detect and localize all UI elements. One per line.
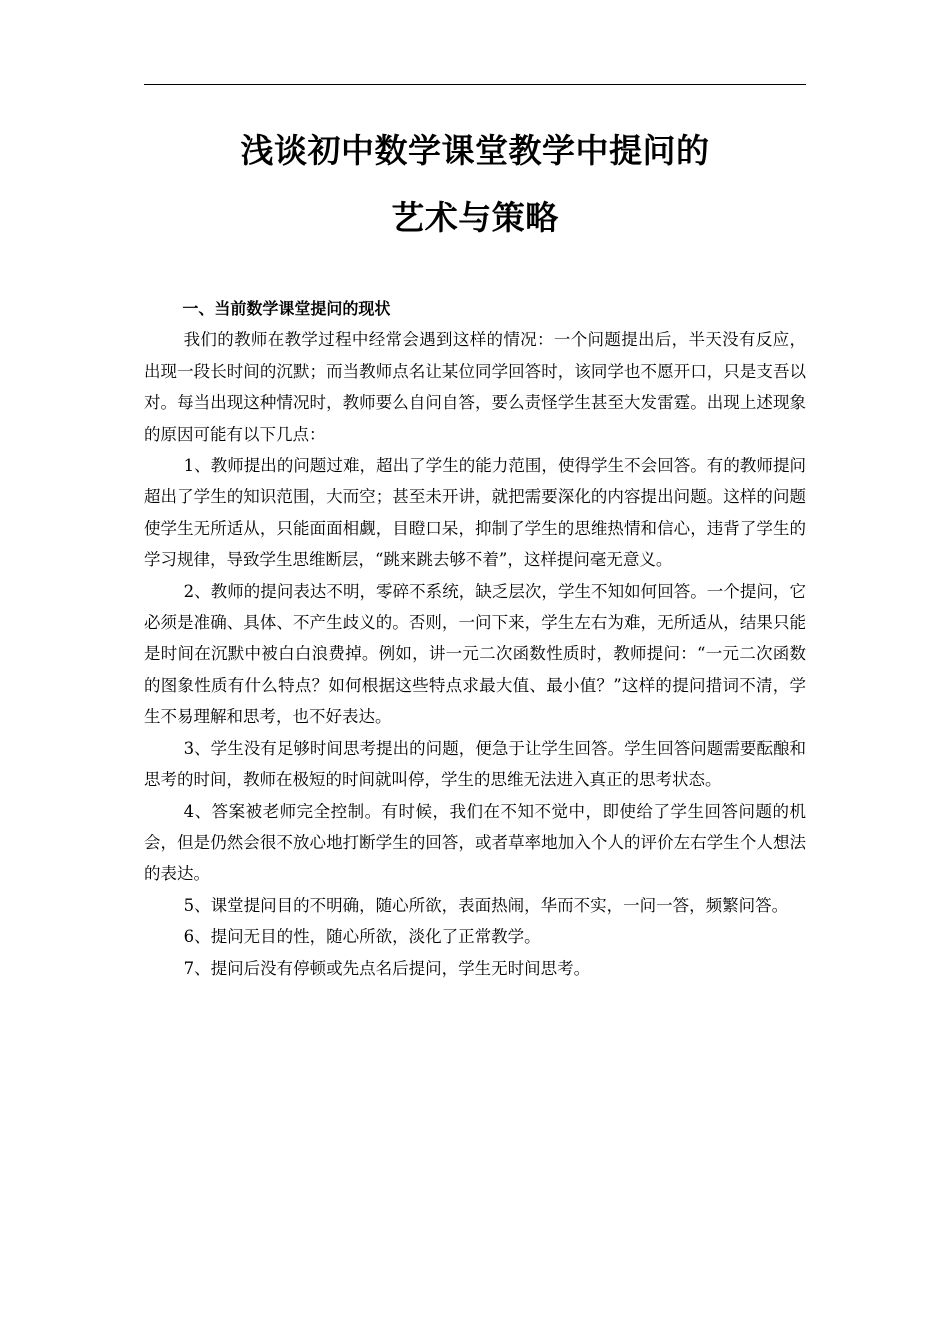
title-line-1: 浅谈初中数学课堂教学中提问的 (240, 131, 710, 170)
header-rule (144, 84, 806, 85)
paragraph-point-2: 2、教师的提问表达不明，零碎不系统，缺乏层次，学生不知如何回答。一个提问，它必须是准确、具体、不产生歧义的。否则，一问下来，学生左右为难，无所适从，结果只能是时间在沉默中被白白浪费掉。例如，讲一元二次函数性质时，教师提问：“一元二次函数的图象性质有什么特点？如何根据这些特点求最大值、最小值？”这样的提问措词不清，学生不易理解和思考，也不好表达。 (144, 581, 806, 727)
paragraph-point-5: 5、课堂提问目的不明确，随心所欲，表面热闹，华而不实，一问一答，频繁问答。 (183, 895, 789, 915)
paragraph-point-6: 6、提问无目的性，随心所欲，淡化了正常教学。 (183, 927, 541, 947)
paragraph-intro: 我们的教师在教学过程中经常会遇到这样的情况：一个问题提出后，半天没有反应，出现一段长时间的沉默；而当教师点名让某位同学回答时，该同学也不愿开口，只是支吾以对。每当出现这种情况时，教师要么自问自答，要么责怪学生甚至大发雷霆。出现上述现象的原因可能有以下几点： (144, 330, 806, 444)
paragraph-point-4: 4、答案被老师完全控制。有时候，我们在不知不觉中，即使给了学生回答问题的机会，但是仍然会很不放心地打断学生的回答，或者草率地加入个人的评价左右学生个人想法的表达。 (144, 801, 806, 884)
document-body (144, 293, 806, 984)
section-heading: 一、当前数学课堂提问的现状 (182, 299, 391, 318)
paragraph-point-7: 7、提问后没有停顿或先点名后提问，学生无时间思考。 (183, 958, 591, 978)
paragraph-point-1: 1、教师提出的问题过难，超出了学生的能力范围，使得学生不会回答。有的教师提问超出了学生的知识范围，大而空；甚至未开讲，就把需要深化的内容提出问题。这样的问题使学生无所适从，只能面面相觑，目瞪口呆，抑制了学生的思维热情和信心，违背了学生的学习规律，导致学生思维断层，“跳来跳去够不着”，这样提问毫无意义。 (144, 456, 806, 570)
paragraph-point-3: 3、学生没有足够时间思考提出的问题，便急于让学生回答。学生回答问题需要酝酿和思考的时间，教师在极短的时间就叫停，学生的思维无法进入真正的思考状态。 (144, 738, 806, 790)
title-line-2: 艺术与策略 (391, 198, 559, 237)
